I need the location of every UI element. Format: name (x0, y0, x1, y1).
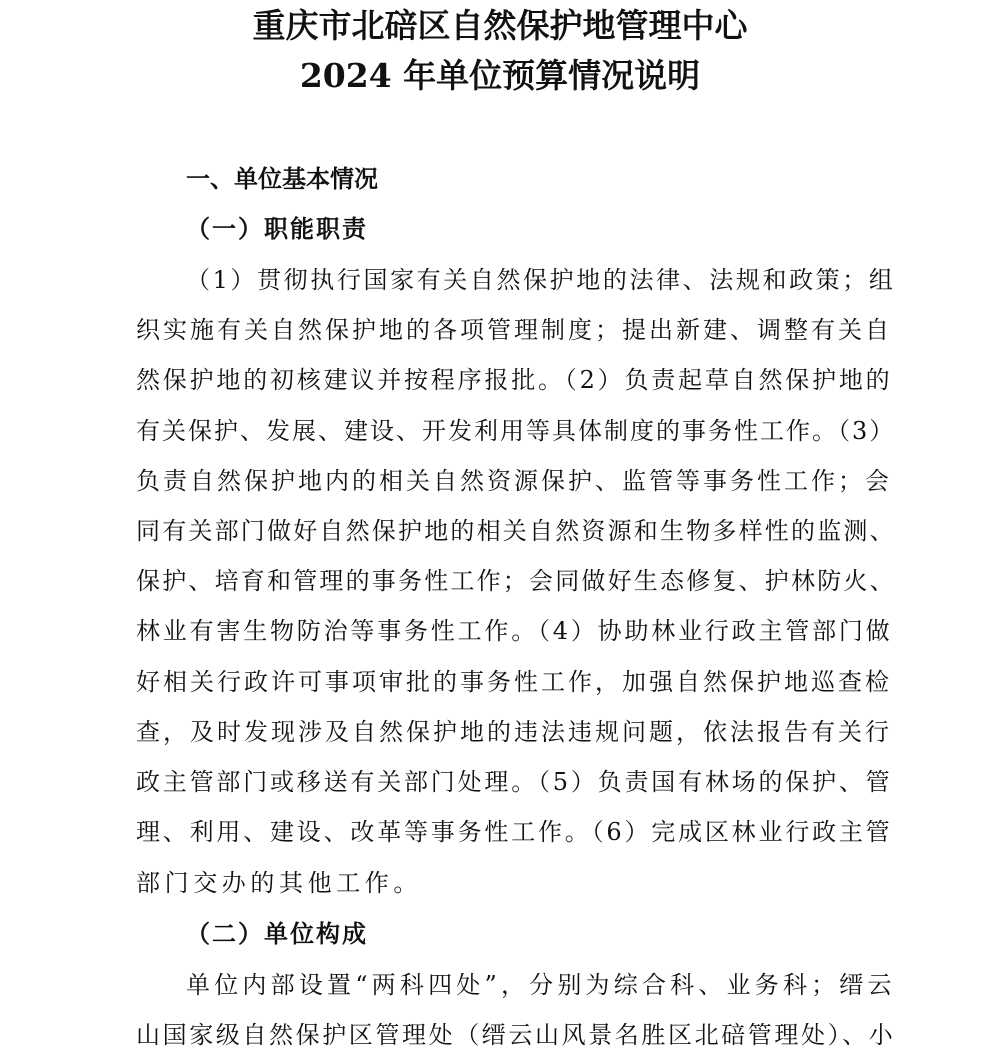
paragraph-line: 保护、培育和管理的事务性工作；会同做好生态修复、护林防火、 (136, 567, 896, 595)
paragraph-line: 查，及时发现涉及自然保护地的违法违规问题，依法报告有关行 (136, 718, 892, 746)
document-title-line-2: 2024 年单位预算情况说明 (299, 56, 701, 95)
subsection-heading-functions: （一）职能职责 (186, 214, 368, 243)
paragraph-line: 政主管部门或移送有关部门处理。（5）负责国有林场的保护、管 (136, 768, 893, 796)
paragraph-line: 林业有害生物防治等事务性工作。（4）协助林业行政主管部门做 (136, 617, 893, 645)
section-heading-basic-info: 一、单位基本情况 (186, 165, 378, 193)
paragraph-line: 织实施有关自然保护地的各项管理制度；提出新建、调整有关自 (136, 316, 892, 344)
paragraph-line: 有关保护、发展、建设、开发利用等具体制度的事务性工作。（3） (136, 417, 896, 445)
paragraph-line: 山国家级自然保护区管理处（缙云山风景名胜区北碚管理处）、小 (136, 1021, 896, 1049)
paragraph-line: 同有关部门做好自然保护地的相关自然资源和生物多样性的监测、 (136, 517, 896, 545)
subsection-heading-composition: （二）单位构成 (186, 919, 368, 948)
paragraph-line: 负责自然保护地内的相关自然资源保护、监管等事务性工作；会 (136, 467, 892, 495)
paragraph-line: （1）贯彻执行国家有关自然保护地的法律、法规和政策；组 (186, 266, 896, 294)
paragraph-line: 好相关行政许可事项审批的事务性工作，加强自然保护地巡查检 (136, 668, 892, 696)
document-title-line-1: 重庆市北碚区自然保护地管理中心 (252, 6, 748, 45)
paragraph-line: 理、利用、建设、改革等事务性工作。（6）完成区林业行政主管 (136, 818, 893, 846)
paragraph-line: 然保护地的初核建议并按程序报批。（2）负责起草自然保护地的 (136, 366, 893, 394)
paragraph-line: 部门交办的其他工作。 (136, 869, 422, 897)
paragraph-line: 单位内部设置“两科四处”，分别为综合科、业务科；缙云 (186, 971, 896, 999)
